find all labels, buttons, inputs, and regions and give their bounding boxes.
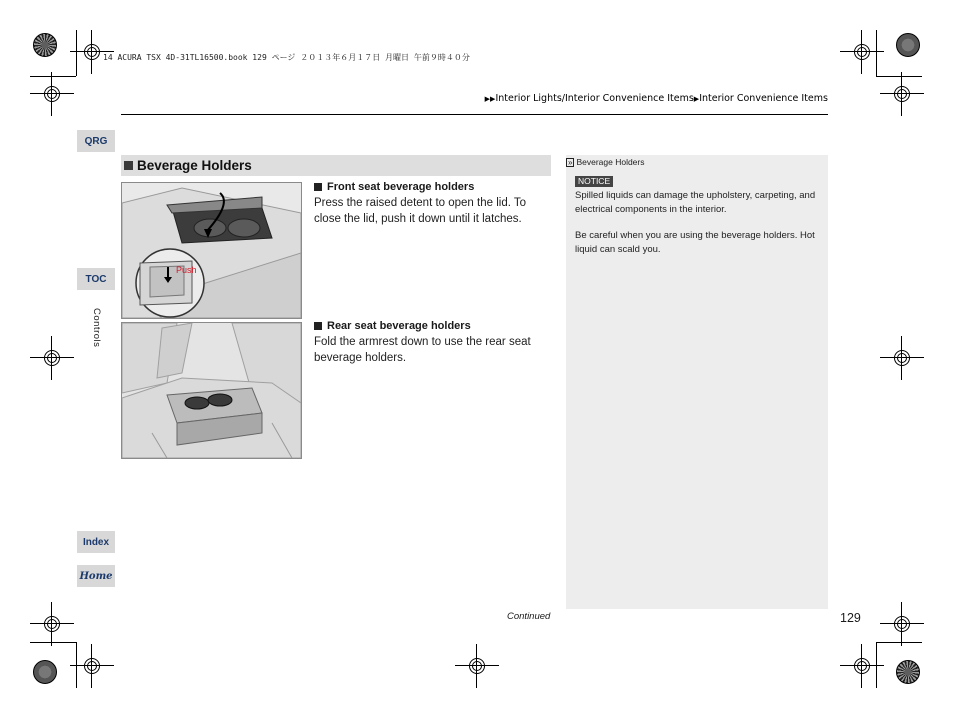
note-panel <box>566 155 828 609</box>
registration-rosette-icon <box>33 660 57 684</box>
crop-mark-icon <box>840 644 884 688</box>
front-holder-heading <box>314 181 474 193</box>
trim-line <box>876 76 922 77</box>
notice-badge: NOTICE <box>575 176 613 187</box>
rear-armrest-drawing <box>122 323 301 458</box>
trim-line <box>76 642 77 688</box>
index-button[interactable]: Index <box>77 531 115 553</box>
breadcrumb-link-convenience-items[interactable]: Interior Convenience Items <box>699 93 828 104</box>
rear-holder-illustration <box>121 322 302 459</box>
home-label: Home <box>79 570 113 582</box>
trim-line <box>76 30 77 76</box>
crop-mark-icon <box>30 72 74 116</box>
rear-holder-text: Fold the armrest down to use the rear seat beverage holders. <box>314 336 531 364</box>
crop-mark-icon <box>455 644 499 688</box>
section-tab-label: Controls <box>91 308 102 348</box>
home-button[interactable] <box>77 565 115 587</box>
crop-mark-icon <box>880 602 924 646</box>
crop-mark-icon <box>880 336 924 380</box>
crop-mark-icon <box>30 602 74 646</box>
crop-mark-icon <box>30 336 74 380</box>
breadcrumb <box>485 93 828 104</box>
trim-line <box>30 642 76 643</box>
note-paragraph-2: Be careful when you are using the beverage holders. Hot liquid can scald you. <box>575 230 815 255</box>
note-title-text: Beverage Holders <box>576 157 645 167</box>
registration-rosette-icon <box>896 33 920 57</box>
note-title <box>566 157 645 167</box>
continued-label: Continued <box>507 611 551 622</box>
note-paragraph-1: Spilled liquids can damage the upholstery, carpeting, and electrical components in the interior. <box>575 190 816 215</box>
registration-rosette-icon <box>896 660 920 684</box>
page-number: 129 <box>840 611 861 625</box>
trim-line <box>876 642 922 643</box>
rear-holder-heading-text: Rear seat beverage holders <box>327 320 471 332</box>
trim-line <box>876 642 877 688</box>
bullet-square-icon <box>314 183 322 191</box>
breadcrumb-link-interior-lights[interactable]: Interior Lights/Interior Convenience Items <box>495 93 694 104</box>
front-holder-heading-text: Front seat beverage holders <box>327 181 475 193</box>
qrg-button[interactable]: QRG <box>77 130 115 152</box>
registration-rosette-icon <box>33 33 57 57</box>
section-square-icon <box>124 161 133 170</box>
header-rule <box>121 114 828 115</box>
push-label: Push <box>176 265 197 275</box>
rear-holder-heading <box>314 320 471 332</box>
trim-line <box>876 30 877 76</box>
trim-line <box>30 76 76 77</box>
section-header <box>121 155 551 176</box>
toc-button[interactable]: TOC <box>77 268 115 290</box>
breadcrumb-separator-icon: ▶ <box>693 95 700 103</box>
front-holder-illustration <box>121 182 302 319</box>
front-console-drawing <box>122 183 301 318</box>
breadcrumb-prefix-icon: ▶▶ <box>484 95 496 103</box>
bullet-square-icon <box>314 322 322 330</box>
file-info-line: 14 ACURA TSX 4D-31TL16500.book 129 ページ ２０１３年６月１７日 月曜日 午前９時４０分 <box>103 53 470 62</box>
front-holder-text: Press the raised detent to open the lid. To close the lid, push it down until it latches. <box>314 197 527 225</box>
section-title: Beverage Holders <box>137 158 252 173</box>
crop-mark-icon <box>840 30 884 74</box>
crop-mark-icon <box>880 72 924 116</box>
note-chevron-icon: » <box>568 157 573 167</box>
